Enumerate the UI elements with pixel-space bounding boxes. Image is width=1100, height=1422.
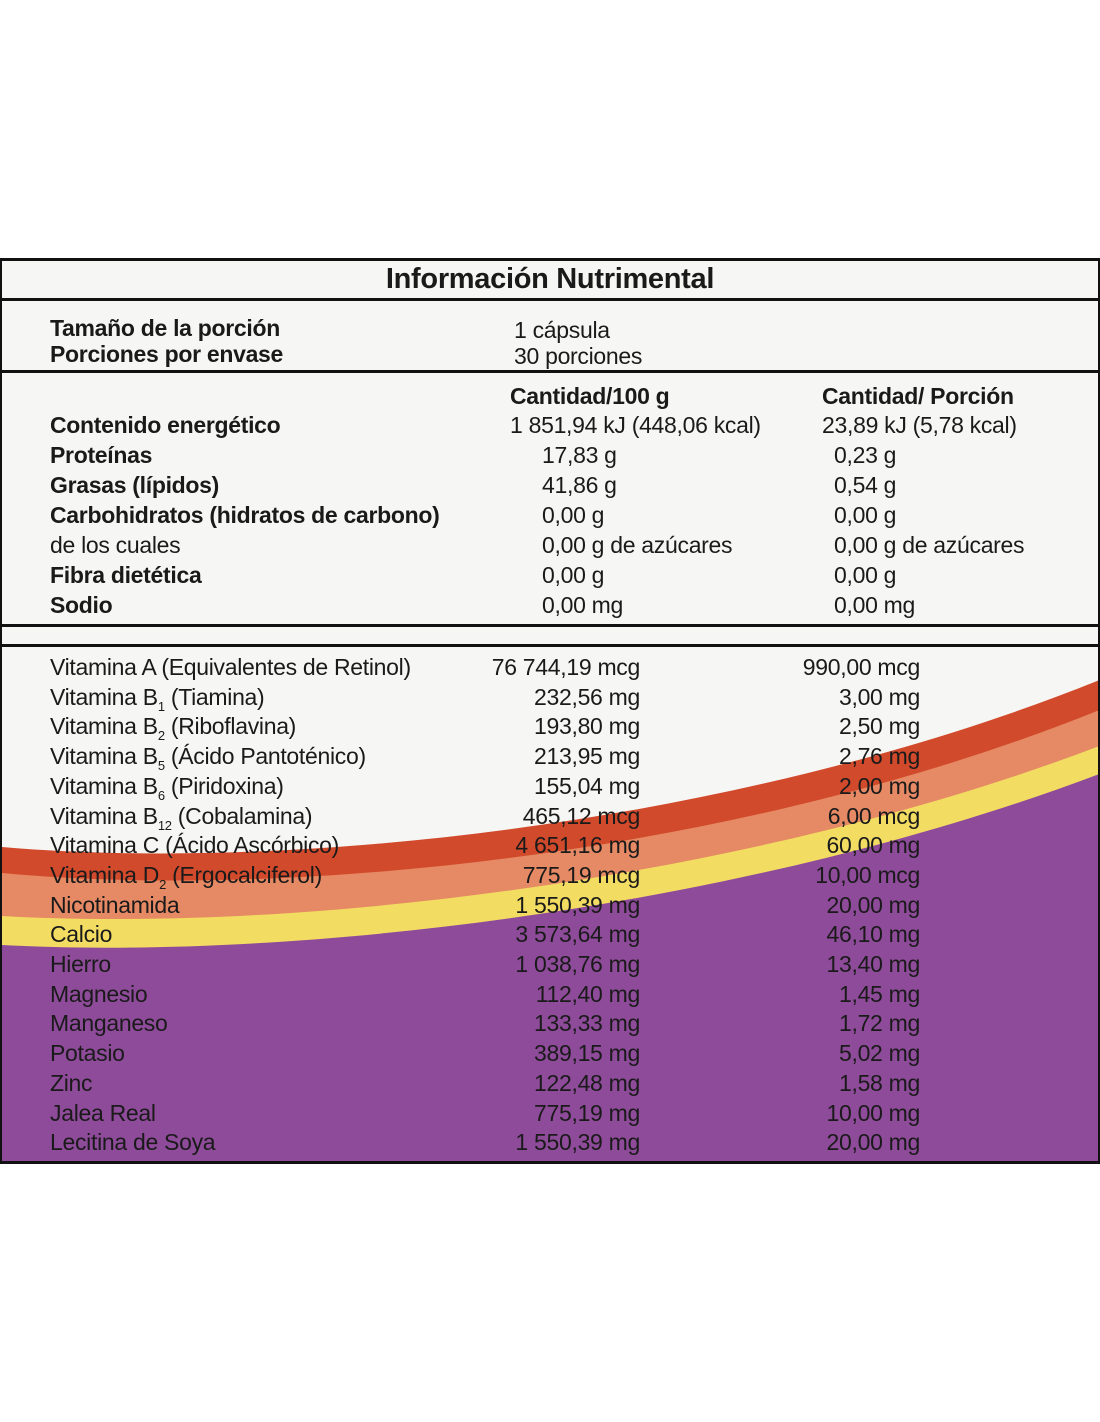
micro-name: Vitamina B <box>50 683 158 710</box>
micro-name-rest: (Cobalamina) <box>171 802 313 829</box>
micro-per-100g: 775,19 mg <box>534 1099 640 1126</box>
micro-name: Hierro <box>50 951 111 977</box>
macro-per-100g: 0,00 g de azúcares <box>542 532 733 558</box>
macro-per-100g: 0,00 g <box>542 562 605 588</box>
macro-label: Fibra dietética <box>50 562 202 588</box>
macro-per-serving: 0,00 g <box>834 502 897 528</box>
micro-per-100g: 232,56 mg <box>534 683 640 710</box>
macro-per-100g: 17,83 g <box>542 442 617 468</box>
micro-name: Vitamina B <box>50 713 158 740</box>
serving-size-label: Tamaño de la porción <box>50 315 280 341</box>
micro-per-100g: 4 651,16 mg <box>515 832 640 859</box>
macro-label: Contenido energético <box>50 412 281 438</box>
micro-name-rest: (Piridoxina) <box>164 772 284 799</box>
micro-name: Jalea Real <box>50 1099 156 1126</box>
macro-per-serving: 0,23 g <box>834 442 897 468</box>
micro-name: Potasio <box>50 1040 125 1067</box>
micro-name: Vitamina B <box>50 772 158 799</box>
micro-name: Vitamina D <box>50 861 160 888</box>
micro-label <box>50 980 147 1008</box>
micro-per-serving: 3,00 mg <box>838 683 920 710</box>
micro-label <box>50 772 284 803</box>
micro-per-100g: 133,33 mg <box>534 1010 640 1037</box>
micro-name-rest: (Ácido Pantoténico) <box>164 743 366 770</box>
macro-per-serving: 0,00 g de azúcares <box>834 532 1025 558</box>
micro-per-100g: 775,19 mcg <box>522 861 640 888</box>
micro-per-100g: 389,15 mg <box>534 1040 640 1067</box>
micro-label <box>50 891 179 919</box>
micro-subscript: 2 <box>159 876 167 892</box>
micro-name: Nicotinamida <box>50 891 180 918</box>
macro-per-100g: 0,00 g <box>542 502 605 528</box>
micro-label <box>50 1039 125 1067</box>
micro-name: Zinc <box>50 1069 93 1096</box>
micro-name: Vitamina B <box>50 743 158 770</box>
divider <box>2 298 1100 301</box>
micro-per-100g: 465,12 mcg <box>522 802 640 829</box>
divider <box>2 644 1100 647</box>
micro-per-serving: 20,00 mg <box>826 891 920 918</box>
micro-subscript: 1 <box>157 698 165 714</box>
micro-per-serving: 20,00 mg <box>826 1129 920 1156</box>
servings-count-label: Porciones por envase <box>50 341 284 367</box>
macro-label: de los cuales <box>50 532 181 558</box>
divider <box>2 370 1100 373</box>
macro-per-100g: 0,00 mg <box>542 592 624 618</box>
micro-label <box>50 653 411 681</box>
panel-title: Información Nutrimental <box>385 263 715 295</box>
micro-per-serving: 10,00 mg <box>826 1099 920 1126</box>
micro-per-serving: 6,00 mcg <box>827 802 920 829</box>
divider <box>2 624 1100 627</box>
micro-per-100g: 155,04 mg <box>534 772 640 799</box>
micro-per-serving: 2,50 mg <box>838 713 920 740</box>
micro-name-rest: (Ergocalciferol) <box>166 861 322 888</box>
micro-per-100g: 76 744,19 mcg <box>491 654 640 680</box>
micro-per-serving: 13,40 mg <box>826 951 920 977</box>
micro-label <box>50 742 366 774</box>
micro-name-rest: (Riboflavina) <box>164 713 297 740</box>
micro-per-serving: 60,00 mg <box>826 832 920 859</box>
micro-per-serving: 5,02 mg <box>838 1040 920 1067</box>
header-per-100g: Cantidad/100 g <box>510 383 670 409</box>
micro-label <box>50 712 297 744</box>
macro-per-100g: 1 851,94 kJ (448,06 kcal) <box>510 412 761 438</box>
header-per-serving: Cantidad/ Porción <box>822 383 1014 409</box>
micro-name: Vitamina A (Equivalentes de Retinol) <box>50 654 411 680</box>
micro-label <box>50 802 313 833</box>
micro-label <box>50 1069 92 1097</box>
micro-label <box>50 683 265 714</box>
macro-per-serving: 0,00 g <box>834 562 897 588</box>
macro-per-100g: 41,86 g <box>542 472 617 498</box>
micro-label <box>50 831 339 859</box>
micro-subscript: 12 <box>157 817 172 833</box>
macro-per-serving: 0,00 mg <box>834 592 916 618</box>
macro-label: Proteínas <box>50 442 153 468</box>
macro-label: Carbohidratos (hidratos de carbono) <box>50 502 440 528</box>
micro-label <box>50 920 112 948</box>
macro-per-serving: 23,89 kJ (5,78 kcal) <box>822 412 1017 438</box>
micro-per-serving: 1,45 mg <box>838 980 920 1007</box>
micro-per-100g: 193,80 mg <box>534 713 640 740</box>
micro-name: Vitamina C (Ácido Ascórbico) <box>50 832 340 859</box>
micro-per-100g: 1 038,76 mg <box>515 951 640 977</box>
micro-per-serving: 1,72 mg <box>838 1010 920 1037</box>
macro-label: Sodio <box>50 592 113 618</box>
servings-count-value: 30 porciones <box>514 343 643 369</box>
micro-name: Vitamina B <box>50 802 158 829</box>
micro-per-serving: 1,58 mg <box>838 1069 920 1096</box>
micro-name: Magnesio <box>50 980 148 1007</box>
micro-per-100g: 112,40 mg <box>535 980 640 1007</box>
micro-per-100g: 3 573,64 mg <box>515 921 640 948</box>
micro-name-rest: (Tiamina) <box>164 683 265 710</box>
macro-per-serving: 0,54 g <box>834 472 897 498</box>
macro-label: Grasas (lípidos) <box>50 472 220 498</box>
micro-per-serving: 10,00 mcg <box>815 861 920 888</box>
serving-size-value: 1 cápsula <box>514 317 610 343</box>
micro-per-serving: 990,00 mcg <box>802 654 920 680</box>
micro-name: Calcio <box>50 921 113 948</box>
micro-label <box>50 950 111 978</box>
micro-per-100g: 1 550,39 mg <box>515 891 640 918</box>
micro-name: Lecitina de Soya <box>50 1129 216 1156</box>
micro-per-serving: 2,76 mg <box>838 743 920 770</box>
micro-subscript: 2 <box>157 728 165 744</box>
micro-name: Manganeso <box>50 1010 168 1037</box>
micro-label <box>50 861 322 892</box>
micro-per-100g: 213,95 mg <box>534 743 640 770</box>
micro-label <box>50 1128 215 1156</box>
micro-subscript: 5 <box>157 758 165 774</box>
nutrition-panel <box>0 258 1100 1164</box>
micro-label <box>50 1099 156 1127</box>
micro-label <box>50 1009 168 1037</box>
micro-per-serving: 46,10 mg <box>826 921 920 948</box>
micro-per-100g: 122,48 mg <box>534 1069 640 1096</box>
micro-per-100g: 1 550,39 mg <box>515 1129 640 1156</box>
micro-per-serving: 2,00 mg <box>838 772 920 799</box>
micro-subscript: 6 <box>157 787 165 803</box>
